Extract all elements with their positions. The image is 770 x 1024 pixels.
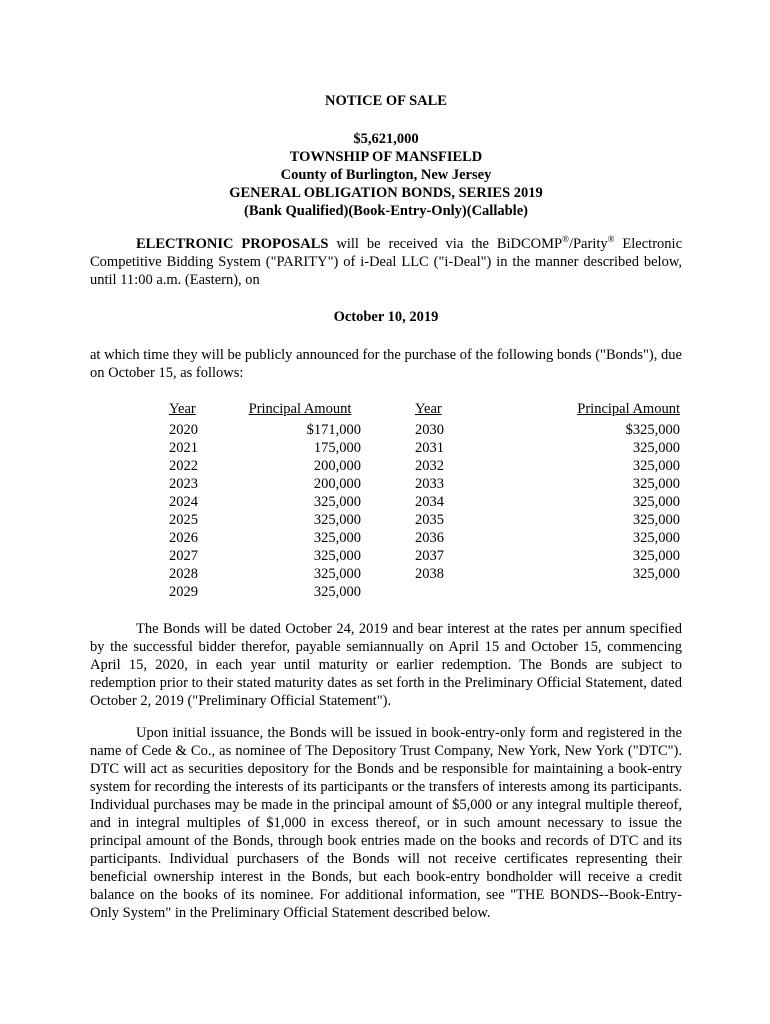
principal-amount: 325,000 <box>632 548 680 564</box>
table-row <box>415 565 680 583</box>
maturity-year: 2020 <box>169 422 198 438</box>
maturity-year: 2030 <box>415 422 444 438</box>
maturity-year: 2032 <box>415 458 444 474</box>
principal-amount: 325,000 <box>313 494 361 510</box>
principal-amount: 325,000 <box>632 530 680 546</box>
table-row <box>169 439 361 457</box>
principal-amount: 325,000 <box>313 566 361 582</box>
maturity-year: 2023 <box>169 476 198 492</box>
maturity-year: 2036 <box>415 530 444 546</box>
principal-amount: 325,000 <box>313 530 361 546</box>
maturity-year: 2027 <box>169 548 198 564</box>
maturity-year: 2037 <box>415 548 444 564</box>
issuer-name: TOWNSHIP OF MANSFIELD <box>289 149 483 165</box>
intro-paragraph <box>90 235 682 289</box>
principal-amount: 200,000 <box>313 458 361 474</box>
table-row <box>169 565 361 583</box>
principal-amount: 175,000 <box>313 440 361 456</box>
bond-qualifiers: (Bank Qualified)(Book-Entry-Only)(Callable) <box>244 203 528 219</box>
announce-paragraph: at which time they will be publicly announced for the purchase of the following bonds ("Bonds"), due on October 15, as follows: <box>90 347 682 381</box>
table-row <box>415 457 680 475</box>
maturity-year: 2038 <box>415 566 444 582</box>
intro-text-c: Electronic Competitive Bidding System ("PARITY") of i-Deal LLC ("i-Deal") in the manner described below, until 11:00 a.m. (Eastern), on <box>90 236 682 288</box>
amount-header: Principal Amount <box>577 401 680 417</box>
intro-lead: ELECTRONIC PROPOSALS <box>136 236 329 252</box>
table-row <box>415 493 680 511</box>
principal-amount: 325,000 <box>313 512 361 528</box>
registered-mark: ® <box>562 234 569 245</box>
table-header-row <box>415 400 680 421</box>
principal-amount: 325,000 <box>313 548 361 564</box>
maturity-year: 2029 <box>169 584 198 600</box>
table-row <box>415 421 680 439</box>
table-row <box>415 439 680 457</box>
principal-amount: 325,000 <box>632 566 680 582</box>
principal-amount: $171,000 <box>306 422 361 438</box>
dated-paragraph: The Bonds will be dated October 24, 2019 and bear interest at the rates per annum specified by the successful bidder therefor, payable semiannually on April 15 and October 15, commencing April 15, 2020, in each year until maturity or earlier redemption. The Bonds are subject to redemption prior to their stated maturity dates as set forth in the Preliminary Official Statement, dated October 2, 2019 ("Preliminary Official Statement"). <box>90 621 682 709</box>
principal-amount: 200,000 <box>313 476 361 492</box>
year-header: Year <box>169 401 196 417</box>
maturity-year: 2028 <box>169 566 198 582</box>
maturity-table-right <box>415 400 680 583</box>
maturity-year: 2021 <box>169 440 198 456</box>
year-header: Year <box>415 401 442 417</box>
table-row <box>169 457 361 475</box>
table-row <box>169 529 361 547</box>
maturity-table-left <box>169 400 361 601</box>
bond-series: GENERAL OBLIGATION BONDS, SERIES 2019 <box>229 185 543 201</box>
table-row <box>169 583 361 601</box>
maturity-year: 2024 <box>169 494 198 510</box>
table-row <box>415 475 680 493</box>
table-row <box>415 547 680 565</box>
table-row <box>169 511 361 529</box>
principal-amount: 325,000 <box>632 512 680 528</box>
bond-header <box>90 130 682 220</box>
maturity-year: 2034 <box>415 494 444 510</box>
table-row <box>415 529 680 547</box>
principal-amount: 325,000 <box>632 494 680 510</box>
book-entry-paragraph: Upon initial issuance, the Bonds will be issued in book-entry-only form and registered in the name of Cede & Co., as nominee of The Depository Trust Company, New York, New York ("DTC"). DTC will act as securities depository for the Bonds and be responsible for maintaining a book-entry system for recording the interests of its participants or the transfers of interests among its participants. Individual purchases may be made in the principal amount of $5,000 or any integral multiple thereof, and in integral multiples of $1,000 in excess thereof, or in such amount necessary to issue the principal amount of the Bonds, through book entries made on the books and records of DTC and its participants. Individual purchasers of the Bonds will not receive certificates representing their beneficial ownership interest in the Bonds, but each book-entry bondholder will receive a credit balance on the books of its nominee. For additional information, see "THE BONDS--Book-Entry-Only System" in the Preliminary Official Statement described below. <box>90 725 682 921</box>
table-row <box>169 547 361 565</box>
principal-amount: $325,000 <box>625 422 680 438</box>
registered-mark: ® <box>607 234 615 245</box>
principal-amount: 325,000 <box>632 458 680 474</box>
maturity-year: 2026 <box>169 530 198 546</box>
principal-amount: 325,000 <box>632 476 680 492</box>
table-header-row <box>169 400 361 421</box>
table-row <box>415 511 680 529</box>
sale-date: October 10, 2019 <box>333 309 439 325</box>
principal-amount: 325,000 <box>632 440 680 456</box>
principal-amount: 325,000 <box>313 584 361 600</box>
county-name: County of Burlington, New Jersey <box>280 167 492 183</box>
maturity-year: 2035 <box>415 512 444 528</box>
maturity-year: 2022 <box>169 458 198 474</box>
intro-text-b: /Parity <box>568 236 608 252</box>
bond-amount: $5,621,000 <box>353 131 419 147</box>
maturity-year: 2033 <box>415 476 444 492</box>
maturity-year: 2031 <box>415 440 444 456</box>
page-title: NOTICE OF SALE <box>325 93 447 109</box>
table-row <box>169 475 361 493</box>
table-row <box>169 421 361 439</box>
maturity-year: 2025 <box>169 512 198 528</box>
amount-header: Principal Amount <box>248 401 352 417</box>
intro-text-a: will be received via the BiDCOMP <box>328 236 563 252</box>
table-row <box>169 493 361 511</box>
